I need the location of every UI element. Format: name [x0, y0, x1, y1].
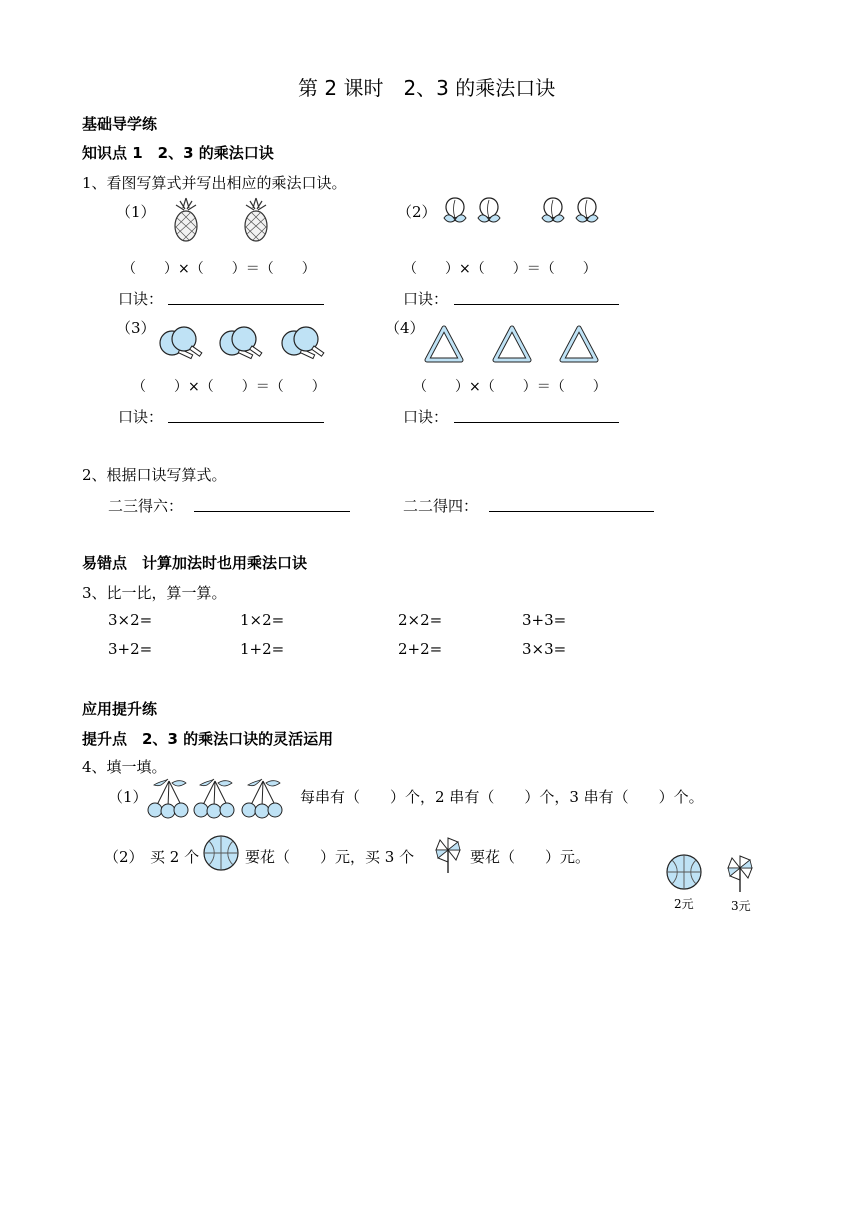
- price-ball-label: 2元: [674, 897, 694, 911]
- q1-part4-answer-line[interactable]: [454, 422, 619, 423]
- q4-part2-label: （2）: [104, 848, 144, 866]
- advanced-point-heading: 提升点 2、3 的乘法口诀的灵活运用: [82, 730, 334, 748]
- q4-part1-label: （1）: [108, 788, 148, 806]
- q3-row1-item1: 3×2=: [108, 611, 153, 629]
- q1-part1-answer-line[interactable]: [168, 304, 324, 305]
- question-4-prompt: 4、填一填。: [82, 758, 167, 776]
- q4-part2-text-c: 要花（ ）元。: [470, 848, 591, 866]
- q1-part1-equation: （ ）×（ ）＝（ ）: [122, 261, 316, 277]
- q3-row1-item2: 1×2=: [240, 611, 285, 629]
- stick-triangle-icon: [424, 324, 609, 364]
- q2-item1-answer-line[interactable]: [194, 511, 350, 512]
- q1-part2-equation: （ ）×（ ）＝（ ）: [403, 261, 597, 277]
- pinwheel-icon: [432, 834, 466, 874]
- error-prone-heading: 易错点 计算加法时也用乘法口诀: [82, 554, 308, 572]
- q3-row2-item2: 1+2=: [240, 640, 285, 658]
- peach-icon: [440, 192, 615, 228]
- cherry-bunch-icon: [146, 777, 296, 819]
- q1-part2-koujue-label: 口诀：: [403, 290, 449, 308]
- paddle-icon: [158, 324, 333, 362]
- q1-part4-label: （4）: [385, 319, 425, 337]
- q4-part1-text: 每串有（ ）个，2 串有（ ）个，3 串有（ ）个。: [300, 788, 704, 806]
- knowledge-point-1: 知识点 1 2、3 的乘法口诀: [82, 144, 274, 162]
- question-3-prompt: 3、比一比，算一算。: [82, 584, 227, 602]
- q3-row2-item4: 3×3=: [522, 640, 567, 658]
- q1-part3-label: （3）: [116, 319, 156, 337]
- price-pinwheel-icon: [724, 852, 758, 894]
- price-ball-icon: [665, 853, 703, 891]
- q2-item2-label: 二二得四：: [403, 497, 479, 515]
- q1-part3-answer-line[interactable]: [168, 422, 324, 423]
- q2-item2-answer-line[interactable]: [489, 511, 654, 512]
- page-title: 第 2 课时 2、3 的乘法口诀: [298, 76, 556, 100]
- q3-row1-item4: 3+3=: [522, 611, 567, 629]
- q1-part3-koujue-label: 口诀：: [118, 408, 164, 426]
- q1-part1-label: （1）: [116, 203, 156, 221]
- q1-part2-label: （2）: [397, 203, 437, 221]
- q1-part1-koujue-label: 口诀：: [118, 290, 164, 308]
- section-heading-basic: 基础导学练: [82, 115, 158, 133]
- q1-part2-answer-line[interactable]: [454, 304, 619, 305]
- q1-part4-koujue-label: 口诀：: [403, 408, 449, 426]
- q1-part3-equation: （ ）×（ ）＝（ ）: [132, 379, 326, 395]
- q1-part4-equation: （ ）×（ ）＝（ ）: [413, 379, 607, 395]
- price-pinwheel-label: 3元: [731, 899, 751, 913]
- section-heading-application: 应用提升练: [82, 700, 158, 718]
- q3-row1-item3: 2×2=: [398, 611, 443, 629]
- ball-icon: [202, 834, 240, 872]
- pineapple-icon: [172, 196, 272, 246]
- question-2-prompt: 2、根据口诀写算式。: [82, 466, 227, 484]
- q3-row2-item1: 3+2=: [108, 640, 153, 658]
- q3-row2-item3: 2+2=: [398, 640, 443, 658]
- q4-part2-text-a: 买 2 个: [150, 848, 200, 866]
- question-1-prompt: 1、看图写算式并写出相应的乘法口诀。: [82, 174, 347, 192]
- q4-part2-text-b: 要花（ ）元，买 3 个: [245, 848, 415, 866]
- q2-item1-label: 二三得六：: [108, 497, 184, 515]
